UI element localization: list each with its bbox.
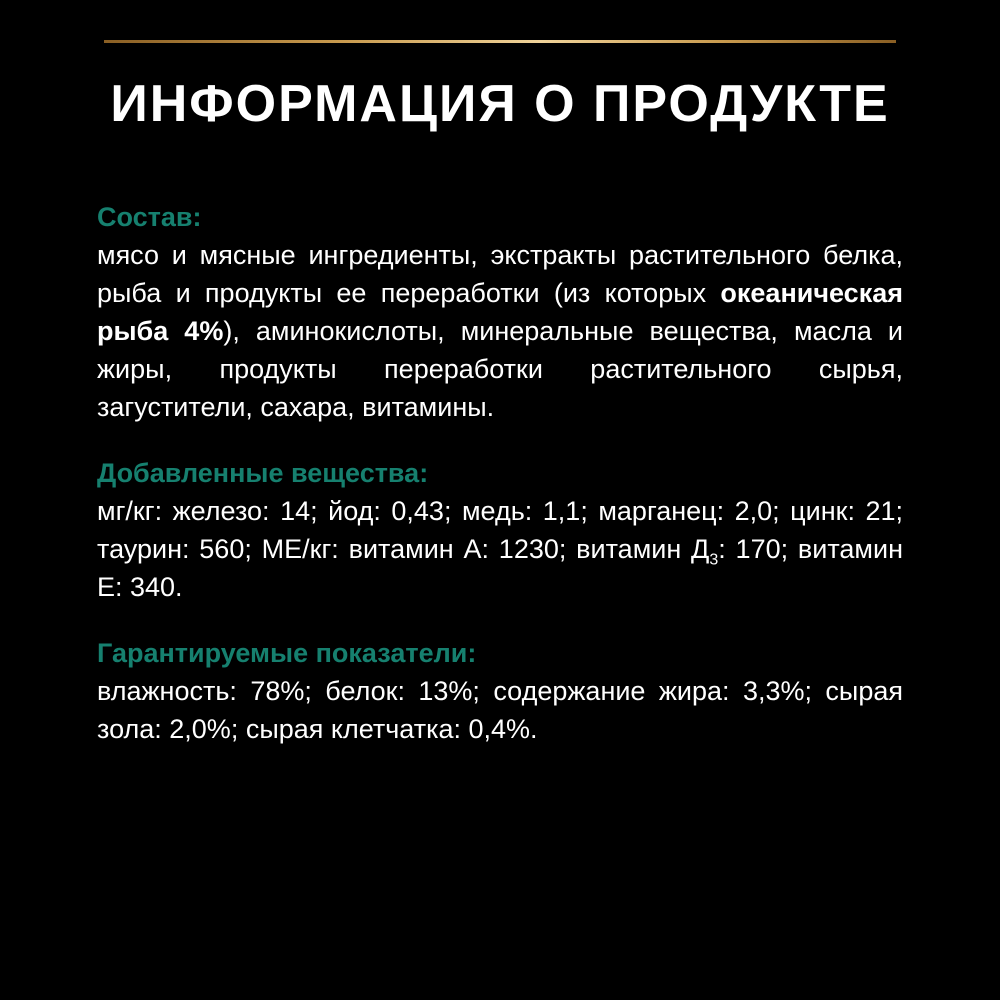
composition-text-part1: мясо и мясные ингредиенты, экстракты растительного белка, рыба и продукты ее переработки (из которых xyxy=(97,240,903,308)
gold-accent-line xyxy=(104,40,896,43)
additives-subscript: 3 xyxy=(709,551,719,569)
additives-label: Добавленные вещества: xyxy=(97,458,429,488)
composition-text xyxy=(97,236,903,426)
guaranteed-text: влажность: 78%; белок: 13%; содержание жира: 3,3%; сырая зола: 2,0%; сырая клетчатка: 0,4%. xyxy=(97,676,903,744)
guaranteed-section xyxy=(97,634,903,748)
additives-text xyxy=(97,492,903,606)
guaranteed-label: Гарантируемые показатели: xyxy=(97,638,477,668)
composition-label: Состав: xyxy=(97,202,202,232)
additives-text-part1: мг/кг: железо: 14; йод: 0,43; медь: 1,1; марганец: 2,0; цинк: 21; таурин: 560; МЕ/кг: витамин А: 1230; витамин Д xyxy=(97,496,903,564)
page-title: ИНФОРМАЦИЯ О ПРОДУКТЕ xyxy=(110,75,890,133)
content-area xyxy=(97,198,903,776)
additives-text-part2: : 170; витамин Е: 340. xyxy=(97,534,903,602)
composition-text-part2: ), аминокислоты, минеральные вещества, масла и жиры, продукты переработки растительного сырья, загустители, сахара, витамины. xyxy=(97,316,903,422)
composition-section xyxy=(97,198,903,426)
composition-text-bold: океаническая рыба 4% xyxy=(97,278,903,346)
additives-section xyxy=(97,454,903,606)
